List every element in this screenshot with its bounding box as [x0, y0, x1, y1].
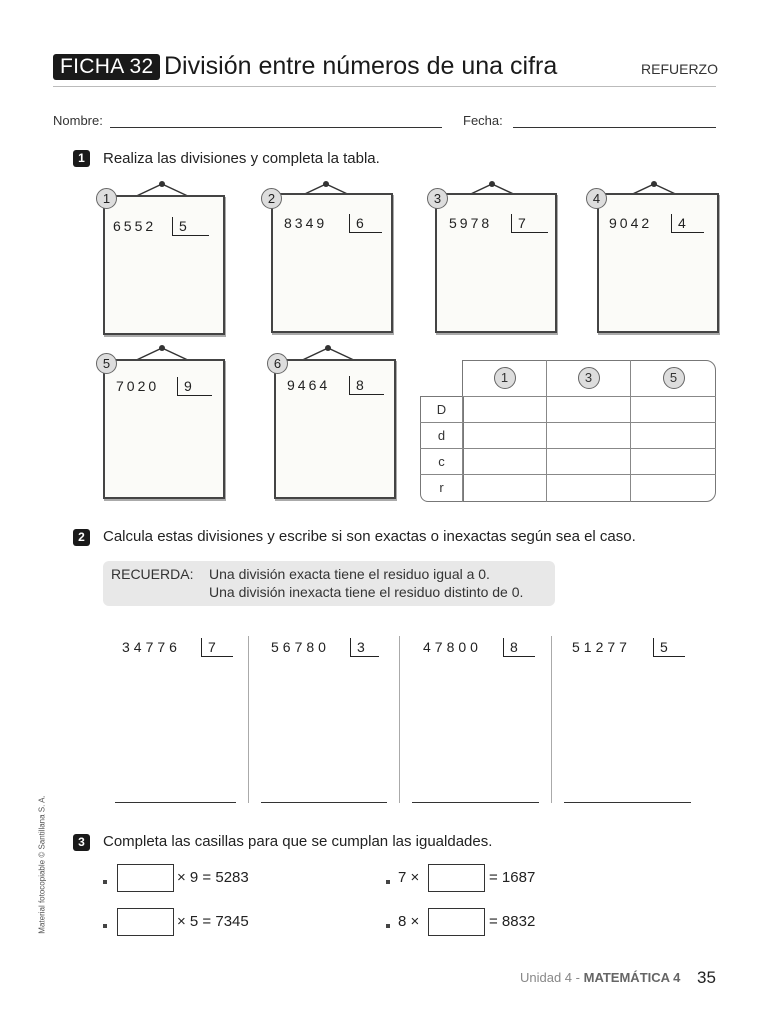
date-field[interactable] [513, 127, 716, 128]
card-number: 6 [267, 353, 288, 374]
dividend: 6552 [113, 218, 157, 234]
card-area [103, 195, 225, 335]
dividend: 9042 [609, 215, 653, 231]
table-cell[interactable] [630, 474, 716, 502]
equation-2-left: 7 × [398, 869, 420, 886]
equation-1: × 9 = 5283 [177, 869, 249, 886]
answer-box-4[interactable] [428, 908, 485, 936]
header-divider [53, 86, 716, 87]
table-cell[interactable] [462, 422, 547, 449]
card-number: 1 [96, 188, 117, 209]
column-divider [248, 636, 249, 803]
card-number: 3 [427, 188, 448, 209]
table-cell[interactable] [546, 422, 631, 449]
page-title: División entre números de una cifra [164, 52, 558, 80]
card-number: 5 [96, 353, 117, 374]
answer-line[interactable] [261, 802, 387, 803]
card-number: 4 [586, 188, 607, 209]
divisor: 7 [201, 638, 233, 657]
dividend: 56780 [271, 639, 330, 655]
table-cell[interactable] [630, 396, 716, 423]
bullet-icon [103, 924, 107, 928]
results-table [420, 360, 716, 502]
name-label: Nombre: [53, 113, 103, 128]
footer-subject: MATEMÁTICA 4 [583, 970, 681, 985]
exercise-2-number: 2 [73, 529, 90, 546]
dividend: 7020 [116, 378, 160, 394]
dividend: 9464 [287, 377, 331, 393]
answer-box-2[interactable] [428, 864, 485, 892]
table-row-label: D [420, 396, 463, 423]
exercise-3-instruction: Completa las casillas para que se cumplan las igualdades. [103, 833, 493, 850]
table-header-cell [546, 360, 631, 397]
bullet-icon [386, 880, 390, 884]
table-cell[interactable] [462, 474, 547, 502]
divisor: 9 [177, 377, 212, 396]
table-cell[interactable] [546, 396, 631, 423]
table-header-label: 1 [494, 367, 516, 389]
table-cell[interactable] [546, 474, 631, 502]
answer-line[interactable] [115, 802, 236, 803]
date-label: Fecha: [463, 113, 503, 128]
bullet-icon [103, 880, 107, 884]
equation-4-right: = 8832 [489, 913, 536, 930]
column-divider [399, 636, 400, 803]
table-cell[interactable] [630, 422, 716, 449]
table-header-cell [462, 360, 547, 397]
dividend: 47800 [423, 639, 482, 655]
divisor: 5 [172, 217, 209, 236]
dividend: 34776 [122, 639, 181, 655]
name-field[interactable] [110, 127, 442, 128]
dividend: 51277 [572, 639, 631, 655]
copyright-note: Material fotocopiable © Santillana S. A. [37, 795, 47, 934]
exercise-3-number: 3 [73, 834, 90, 851]
equation-4-left: 8 × [398, 913, 420, 930]
divisor: 8 [503, 638, 535, 657]
bullet-icon [386, 924, 390, 928]
dividend: 5978 [449, 215, 493, 231]
table-row-label: c [420, 448, 463, 475]
table-header-cell [630, 360, 716, 397]
dividend: 8349 [284, 215, 328, 231]
recuerda-line-2: Una división inexacta tiene el residuo distinto de 0. [209, 584, 524, 600]
divisor: 3 [350, 638, 379, 657]
answer-line[interactable] [564, 802, 691, 803]
answer-box-1[interactable] [117, 864, 174, 892]
refuerzo-tag: REFUERZO [641, 61, 718, 77]
recuerda-label: RECUERDA: [111, 566, 194, 582]
divisor: 5 [653, 638, 685, 657]
divisor: 6 [349, 214, 382, 233]
table-cell[interactable] [630, 448, 716, 475]
footer-unit-label: Unidad 4 - [520, 970, 580, 985]
equation-2-right: = 1687 [489, 869, 536, 886]
table-header-label: 5 [663, 367, 685, 389]
recuerda-line-1: Una división exacta tiene el residuo igual a 0. [209, 566, 490, 582]
footer-unit [520, 970, 680, 985]
table-row-label: d [420, 422, 463, 449]
exercise-1-instruction: Realiza las divisiones y completa la tabla. [103, 150, 380, 167]
answer-box-3[interactable] [117, 908, 174, 936]
page-number: 35 [697, 968, 716, 987]
exercise-2-instruction: Calcula estas divisiones y escribe si son exactas o inexactas según sea el caso. [103, 528, 636, 545]
table-cell[interactable] [546, 448, 631, 475]
exercise-1-number: 1 [73, 150, 90, 167]
divisor: 4 [671, 214, 704, 233]
divisor: 8 [349, 376, 384, 395]
card-number: 2 [261, 188, 282, 209]
table-cell[interactable] [462, 448, 547, 475]
answer-line[interactable] [412, 802, 539, 803]
table-header-label: 3 [578, 367, 600, 389]
divisor: 7 [511, 214, 548, 233]
column-divider [551, 636, 552, 803]
ficha-badge: FICHA 32 [53, 54, 160, 80]
table-cell[interactable] [462, 396, 547, 423]
equation-3: × 5 = 7345 [177, 913, 249, 930]
table-row-label: r [439, 480, 444, 495]
